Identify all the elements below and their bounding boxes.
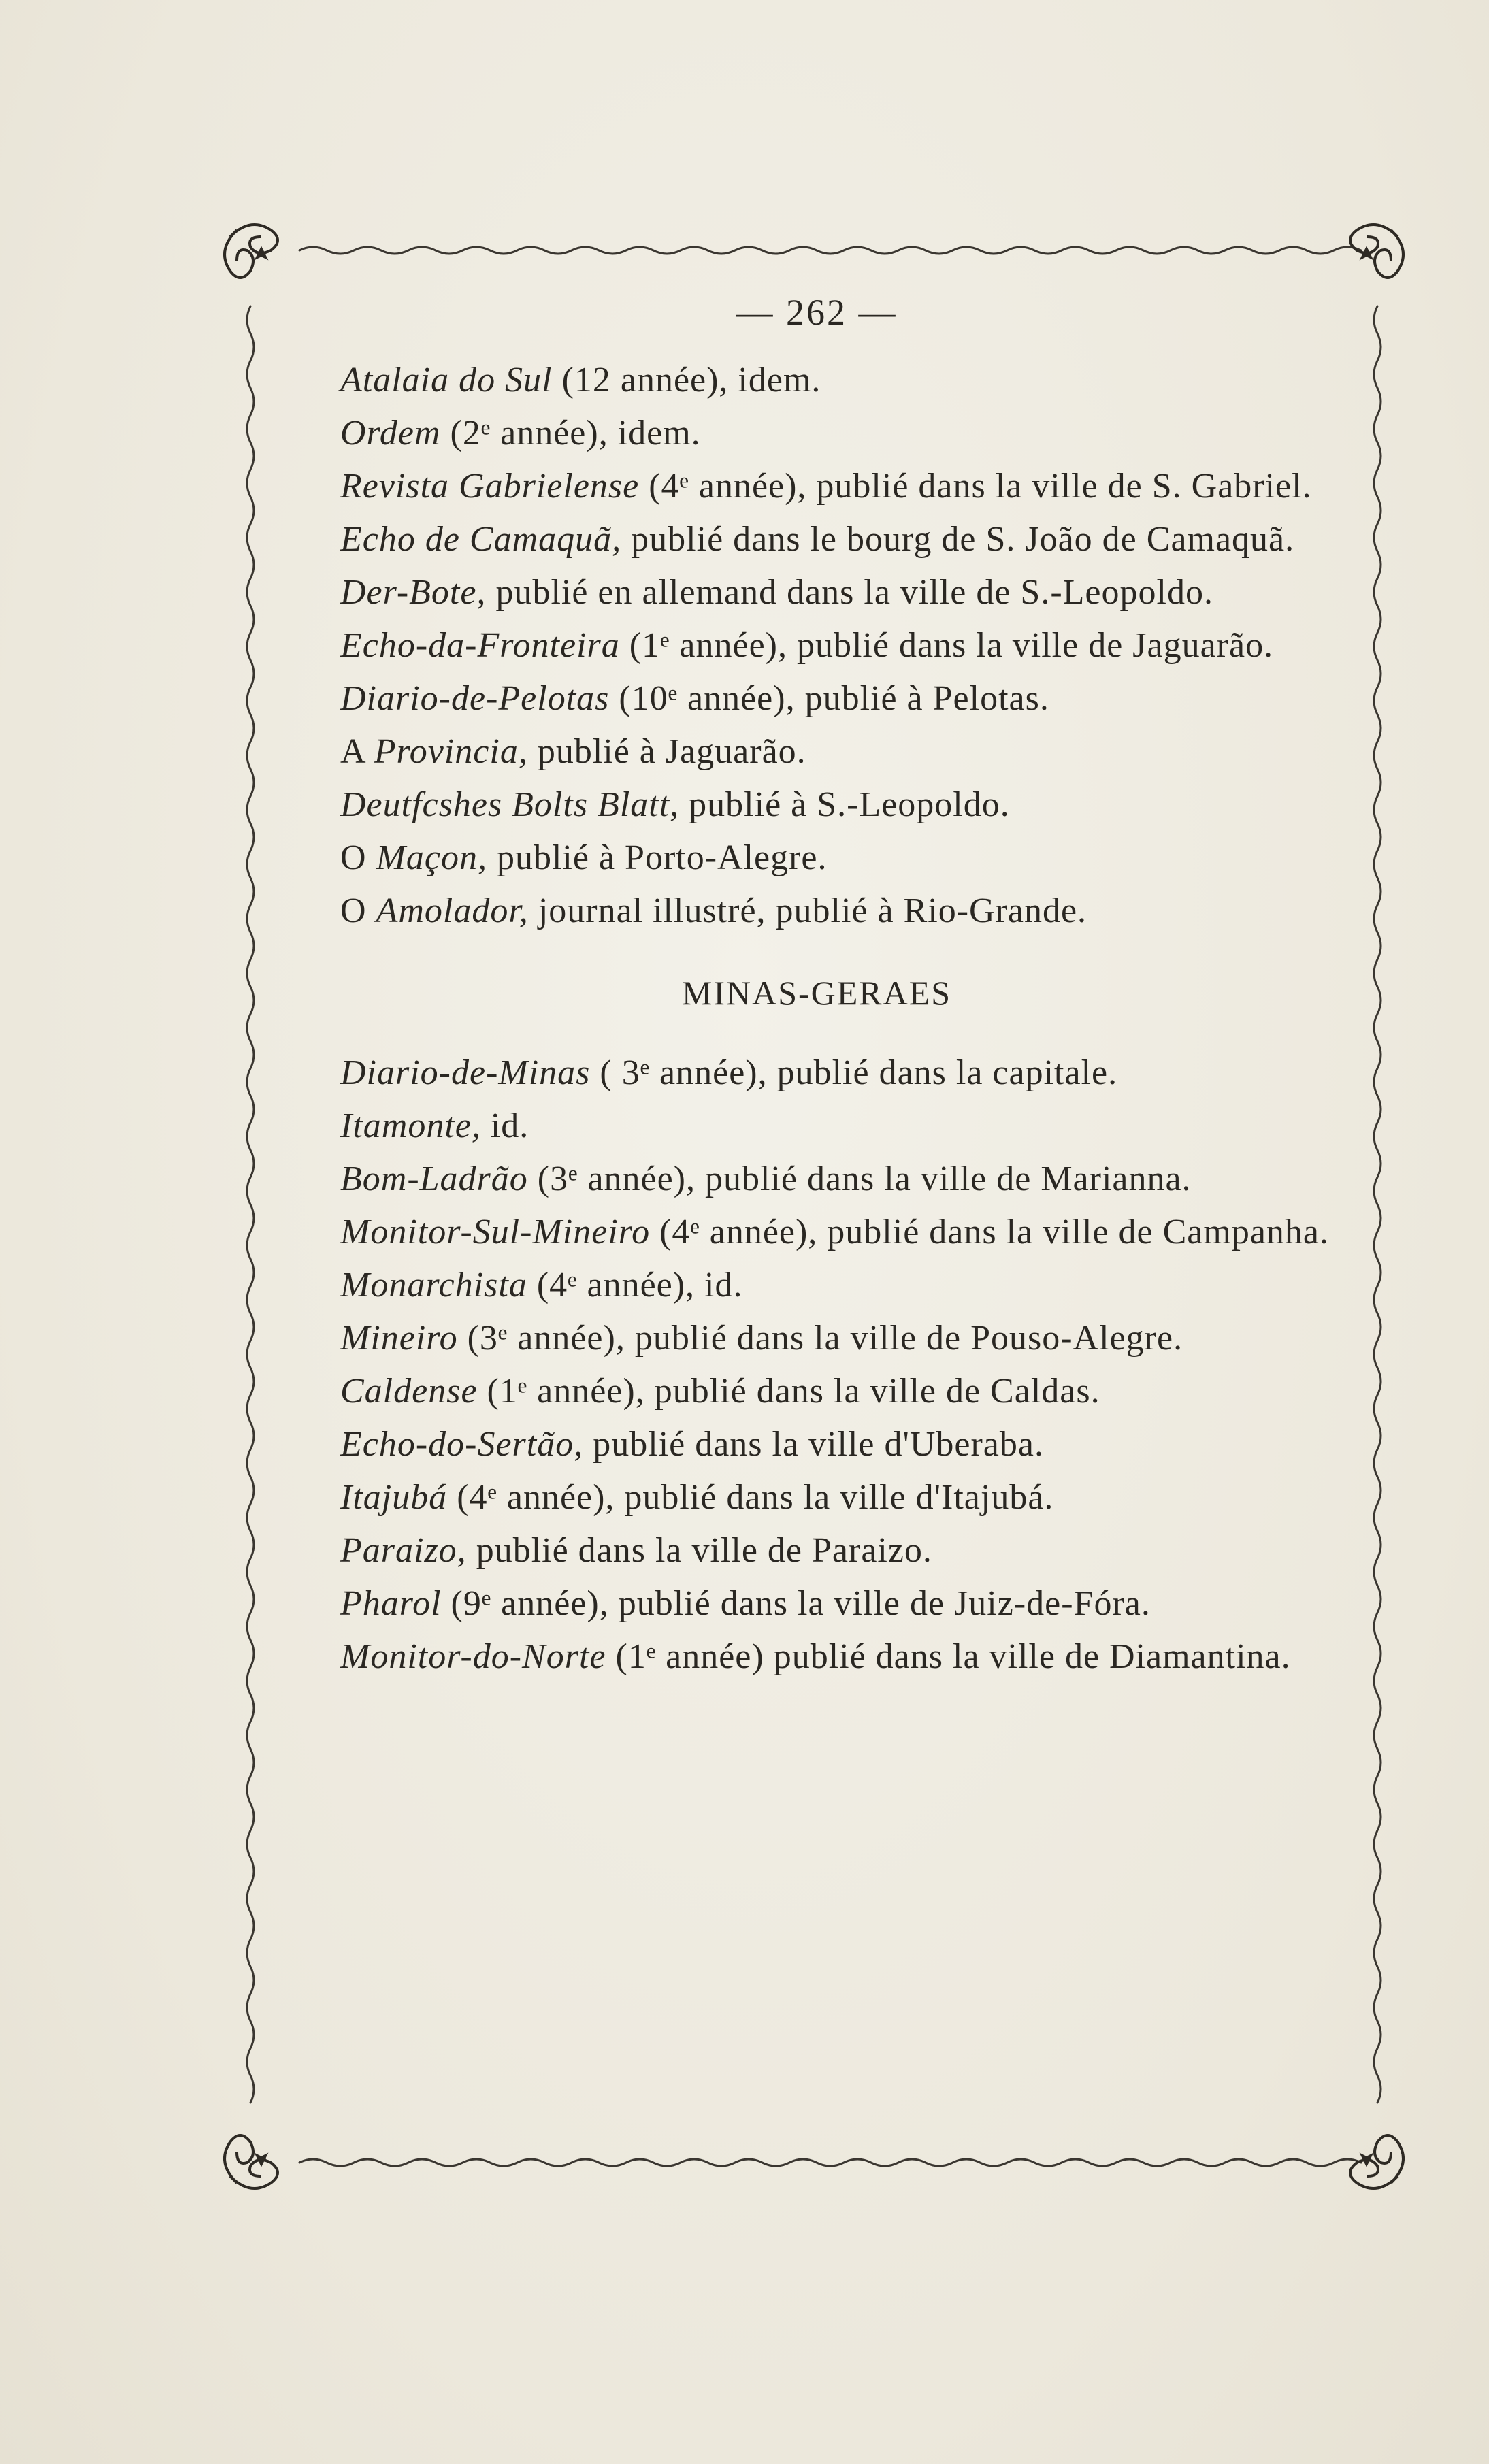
entry-title: Der-Bote, [340,573,487,612]
border-left-line [247,306,254,2103]
entries-list-minas-geraes [299,1047,1334,1683]
entry-text: (4ᵉ année), publié dans la ville de S. Gabriel. [639,467,1312,506]
entry-title: Mineiro [340,1319,458,1358]
entry-text: (1ᵉ année), publié dans la ville de Caldas. [477,1372,1100,1411]
entry-text: publié dans la ville d'Uberaba. [583,1425,1044,1464]
entry-title: Maçon, [376,838,487,877]
list-item [299,885,1334,938]
entry-title: Monitor-do-Norte [340,1637,606,1676]
entry-text: id. [480,1106,529,1145]
entries-list-rio-grande [299,354,1334,938]
entry-text: journal illustré, publié à Rio-Grande. [528,891,1087,930]
list-item [299,1047,1334,1100]
entry-title: Pharol [340,1584,442,1623]
entry-title: Caldense [340,1372,478,1411]
list-item [299,354,1334,407]
entry-prefix: A [340,732,374,771]
entry-title: Amolador, [376,891,529,930]
entry-text: publié dans la ville de Paraizo. [466,1531,932,1570]
list-item [299,513,1334,566]
list-item [299,407,1334,460]
entry-text: publié dans le bourg de S. João de Camaquã. [621,520,1295,559]
corner-flourish-icon [225,2135,278,2188]
list-item [299,1365,1334,1418]
list-item [299,672,1334,725]
entry-text: (10ᵉ année), publié à Pelotas. [609,679,1049,718]
entry-title: Ordem [340,414,441,453]
list-item [299,1577,1334,1630]
entry-text: publié à S.-Leopoldo. [679,785,1010,824]
border-right-line [1374,306,1381,2103]
entry-title: Itajubá [340,1478,448,1517]
list-item [299,1100,1334,1153]
border-top-line [299,247,1361,254]
entry-title: Diario-de-Pelotas [340,679,610,718]
list-item [299,460,1334,513]
list-item [299,725,1334,778]
list-item [299,1524,1334,1577]
list-item [299,778,1334,832]
entry-text: ( 3ᵉ année), publié dans la capitale. [590,1053,1118,1092]
entry-text: (4ᵉ année), publié dans la ville de Campanha. [650,1213,1329,1251]
entry-title: Paraizo, [340,1531,467,1570]
entry-text: (4ᵉ année), id. [527,1266,743,1304]
entry-prefix: O [340,891,376,930]
entry-text: (3ᵉ année), publié dans la ville de Pouso-Alegre. [457,1319,1183,1358]
entry-title: Monarchista [340,1266,527,1304]
corner-flourish-icon [225,225,278,278]
entry-title: Diario-de-Minas [340,1053,591,1092]
entry-title: Revista Gabrielense [340,467,640,506]
list-item [299,1153,1334,1206]
entry-text: (9ᵉ année), publié dans la ville de Juiz-de-Fóra. [441,1584,1151,1623]
entry-title: Itamonte, [340,1106,481,1145]
entry-title: Bom-Ladrão [340,1160,528,1198]
entry-title: Provincia, [374,732,528,771]
corner-flourish-icon [1350,225,1403,278]
entry-title: Deutfcshes Bolts Blatt, [340,785,680,824]
page-number: — 262 — [736,292,898,333]
list-item [299,1259,1334,1312]
entry-text: (12 année), idem. [552,361,821,399]
entry-text: (1ᵉ année), publié dans la ville de Jaguarão. [619,626,1274,665]
entry-title: Echo-da-Fronteira [340,626,620,665]
list-item [299,1418,1334,1471]
list-item [299,1630,1334,1683]
entry-text: (1ᵉ année) publié dans la ville de Diamantina. [606,1637,1291,1676]
list-item [299,566,1334,619]
page-content [299,286,1334,1683]
entry-title: Monitor-Sul-Mineiro [340,1213,651,1251]
entry-title: Echo de Camaquã, [340,520,622,559]
entry-text: (4ᵉ année), publié dans la ville d'Itajubá. [447,1478,1054,1517]
corner-flourish-icon [1350,2135,1403,2188]
section-heading: MINAS-GERAES [681,974,952,1012]
entry-title: Echo-do-Sertão, [340,1425,584,1464]
entry-title: Atalaia do Sul [340,361,553,399]
entry-text: (2ᵉ année), idem. [440,414,701,453]
list-item [299,1312,1334,1365]
entry-text: publié en allemand dans la ville de S.-Leopoldo. [486,573,1213,612]
border-bottom-line [299,2159,1361,2166]
entry-text: publié à Jaguarão. [527,732,806,771]
list-item [299,1206,1334,1259]
entry-text: (3ᵉ année), publié dans la ville de Marianna. [527,1160,1192,1198]
list-item [299,1471,1334,1524]
list-item [299,619,1334,672]
entry-prefix: O [340,838,376,877]
entry-text: publié à Porto-Alegre. [487,838,828,877]
list-item [299,832,1334,885]
